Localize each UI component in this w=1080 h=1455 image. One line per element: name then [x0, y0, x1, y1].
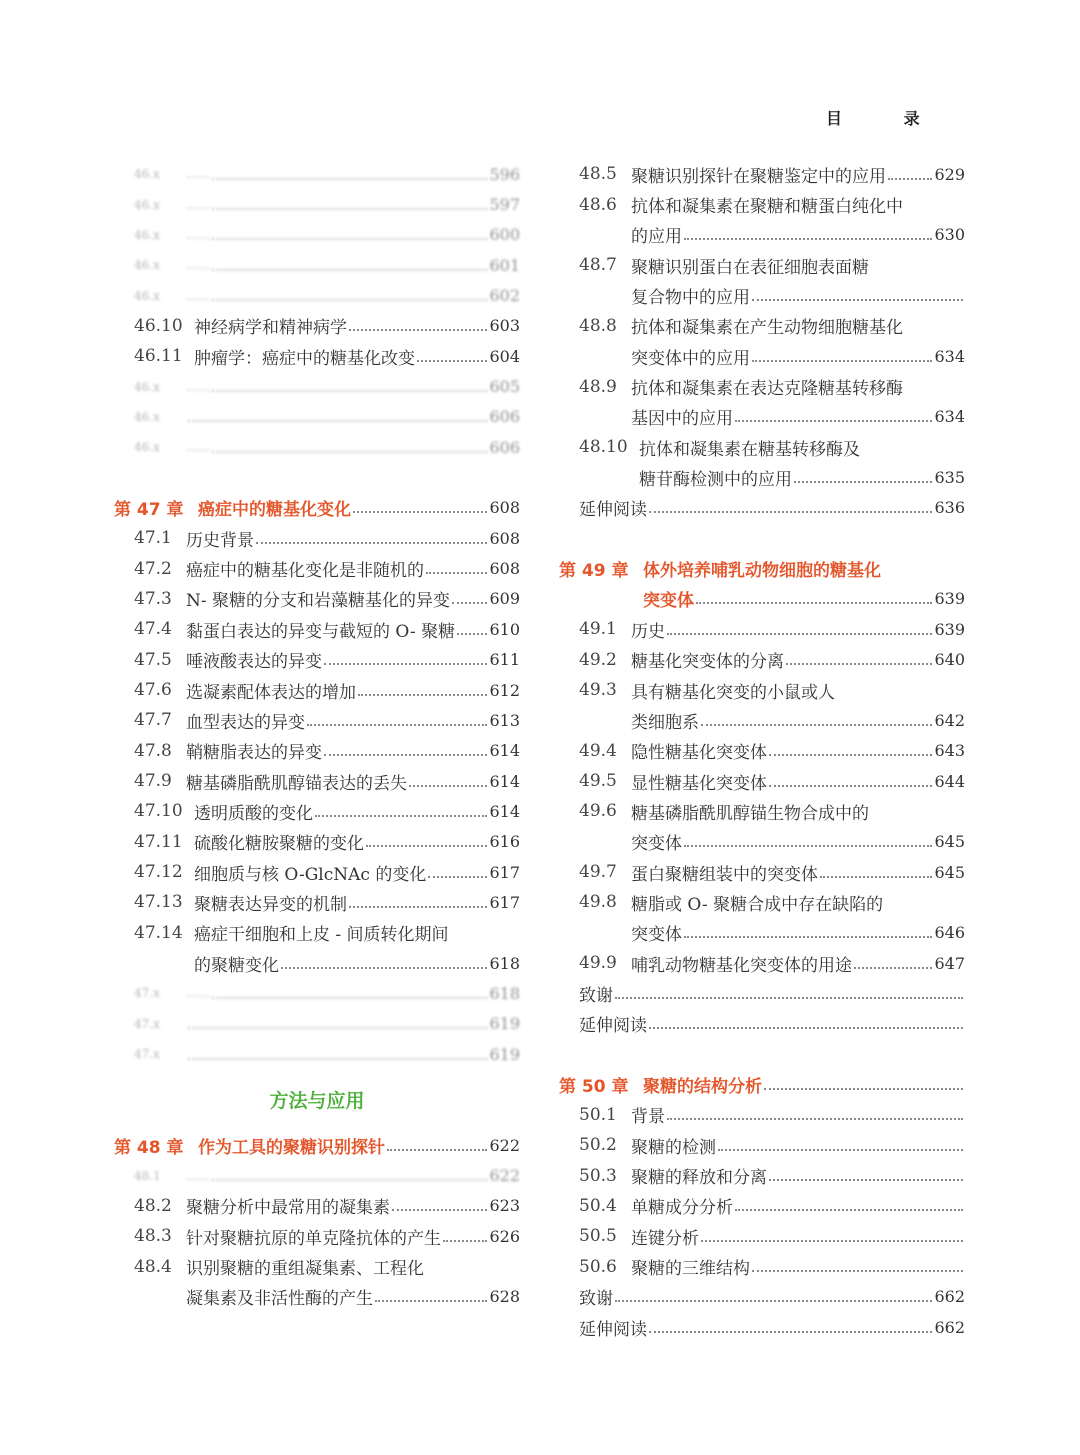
toc-entry[interactable]: 46.x …… 602: [134, 286, 520, 306]
toc-entry[interactable]: 47.5 唾液酸表达的异变 611: [134, 649, 520, 673]
part-title: 方法与应用: [269, 1090, 365, 1113]
toc-entry-continuation[interactable]: 突变体 645: [631, 832, 965, 855]
toc-entry[interactable]: 47.7 血型表达的异变 613: [134, 710, 520, 733]
toc-entry[interactable]: 46.10 神经病学和精神病学 603: [134, 315, 520, 339]
toc-entry[interactable]: 48.6 抗体和凝集素在聚糖和糖蛋白纯化中: [579, 194, 903, 218]
toc-entry[interactable]: 46.x 606: [134, 407, 520, 427]
toc-entry-continuation[interactable]: 基因中的应用 634: [631, 407, 965, 430]
toc-entry[interactable]: 48.1 …… 622: [134, 1166, 520, 1186]
toc-entry[interactable]: 48.9 抗体和凝集素在表达克隆糖基转移酶: [579, 376, 903, 400]
toc-entry[interactable]: 49.5 显性糖基化突变体 644: [579, 771, 965, 794]
toc-entry[interactable]: 47.8 鞘糖脂表达的异变 614: [134, 740, 520, 764]
toc-entry[interactable]: 47.x 619: [134, 1014, 520, 1034]
toc-entry[interactable]: 47.14 癌症干细胞和上皮 - 间质转化期间: [134, 922, 449, 946]
chapter-47-heading[interactable]: 第 47 章 癌症中的糖基化变化 608: [114, 498, 520, 521]
toc-entry-continuation[interactable]: 的应用 630: [631, 225, 965, 248]
toc-entry-continuation[interactable]: 凝集素及非活性酶的产生 628: [186, 1287, 520, 1310]
toc-entry[interactable]: 50.3 聚糖的释放和分离: [559, 1160, 965, 1190]
toc-entry-continuation[interactable]: 的聚糖变化 618: [194, 953, 520, 976]
toc-entry[interactable]: 48.4 识别聚糖的重组凝集素、工程化: [134, 1256, 424, 1280]
toc-entry[interactable]: 48.3 针对聚糖抗原的单克隆抗体的产生 626: [134, 1226, 520, 1249]
toc-entry[interactable]: 46.11 肿瘤学：癌症中的糖基化改变 604: [134, 346, 520, 369]
toc-entry[interactable]: 49.6 糖基磷脂酰肌醇锚生物合成中的: [579, 801, 869, 824]
toc-entry[interactable]: 49.3 具有糖基化突变的小鼠或人: [579, 680, 835, 703]
toc-entry[interactable]: 49.9 哺乳动物糖基化突变体的用途 647: [579, 953, 965, 976]
toc-entry[interactable]: 47.10 透明质酸的变化 614: [134, 801, 520, 824]
toc-entry[interactable]: 47.9 糖基磷脂酰肌醇锚表达的丢失 614: [134, 771, 520, 794]
toc-entry[interactable]: 47.x 619: [134, 1044, 520, 1064]
toc-entry[interactable]: 49.7 蛋白聚糖组装中的突变体 645: [579, 862, 965, 885]
toc-entry-continuation[interactable]: 复合物中的应用: [559, 280, 965, 310]
toc-entry[interactable]: 46.x …… 596: [134, 164, 520, 184]
toc-left-column: [114, 159, 520, 1312]
toc-entry-continuation[interactable]: 类细胞系 642: [631, 710, 965, 733]
toc-entry[interactable]: 46.x …… 601: [134, 255, 520, 275]
chapter-49-heading[interactable]: 第 49 章 体外培养哺乳动物细胞的糖基化: [559, 561, 881, 582]
toc-entry[interactable]: 46.x …… 597: [134, 195, 520, 215]
toc-entry[interactable]: 49.4 隐性糖基化突变体 643: [579, 740, 965, 764]
toc-right-column: [559, 159, 965, 1342]
toc-entry[interactable]: 48.8 抗体和凝集素在产生动物细胞糖基化: [579, 315, 903, 339]
toc-entry[interactable]: 46.x …… 606: [134, 437, 520, 457]
toc-entry[interactable]: 49.8 糖脂或 O- 聚糖合成中存在缺陷的: [579, 892, 884, 915]
toc-entry-continuation[interactable]: 突变体 646: [631, 923, 965, 946]
toc-entry[interactable]: 48.5 聚糖识别探针在聚糖鉴定中的应用 629: [579, 164, 965, 187]
toc-entry[interactable]: 46.x …… 600: [134, 225, 520, 245]
toc-entry[interactable]: 48.7 聚糖识别蛋白在表征细胞表面糖: [579, 255, 869, 278]
toc-entry-continuation[interactable]: 突变体中的应用 634: [631, 346, 965, 369]
toc-entry[interactable]: 47.3 N- 聚糖的分支和岩藻糖基化的异变 609: [134, 588, 520, 612]
toc-entry-ack[interactable]: 致谢 662: [579, 1287, 965, 1310]
chapter-48-heading[interactable]: 第 48 章 作为工具的聚糖识别探针 622: [114, 1135, 520, 1158]
toc-entry[interactable]: 50.5 连键分析: [559, 1221, 965, 1251]
toc-entry[interactable]: 49.1 历史 639: [579, 619, 965, 642]
toc-entry-reading[interactable]: 延伸阅读 662: [579, 1317, 965, 1340]
toc-entry[interactable]: 48.2 聚糖分析中最常用的凝集素 623: [134, 1195, 520, 1219]
toc-entry[interactable]: 47.2 癌症中的糖基化变化是非随机的 608: [134, 558, 520, 582]
chapter-50-heading[interactable]: 第 50 章 聚糖的结构分析: [559, 1069, 965, 1099]
toc-entry[interactable]: 47.6 选凝素配体表达的增加 612: [134, 680, 520, 703]
toc-entry-continuation[interactable]: 糖苷酶检测中的应用 635: [639, 468, 965, 491]
toc-entry[interactable]: 48.10 抗体和凝集素在糖基转移酶及: [579, 437, 860, 460]
page-header: 目 录: [826, 109, 948, 128]
toc-entry[interactable]: 47.13 聚糖表达异变的机制 617: [134, 892, 520, 915]
toc-entry[interactable]: 47.1 历史背景 608: [134, 528, 520, 551]
toc-entry[interactable]: 50.1 背景: [559, 1100, 965, 1130]
toc-entry[interactable]: 49.2 糖基化突变体的分离 640: [579, 649, 965, 673]
toc-entry[interactable]: 50.6 聚糖的三维结构: [559, 1251, 965, 1281]
toc-entry-reading[interactable]: 延伸阅读 636: [579, 498, 965, 521]
toc-entry[interactable]: 47.12 细胞质与核 O-GlcNAc 的变化 617: [134, 862, 520, 885]
toc-entry-reading[interactable]: 延伸阅读: [559, 1009, 965, 1039]
chapter-49-heading-continuation[interactable]: 突变体 639: [643, 589, 965, 612]
toc-entry-ack[interactable]: 致谢: [559, 978, 965, 1008]
toc-entry[interactable]: 50.2 聚糖的检测: [559, 1130, 965, 1160]
toc-entry[interactable]: 47.4 黏蛋白表达的异变与截短的 O- 聚糖 610: [134, 619, 520, 642]
toc-entry[interactable]: 47.11 硫酸化糖胺聚糖的变化 616: [134, 831, 520, 855]
toc-entry[interactable]: 50.4 单糖成分分析: [559, 1191, 965, 1221]
toc-entry[interactable]: 47.x …… 618: [134, 983, 520, 1003]
toc-entry[interactable]: 46.x …… 605: [134, 377, 520, 397]
